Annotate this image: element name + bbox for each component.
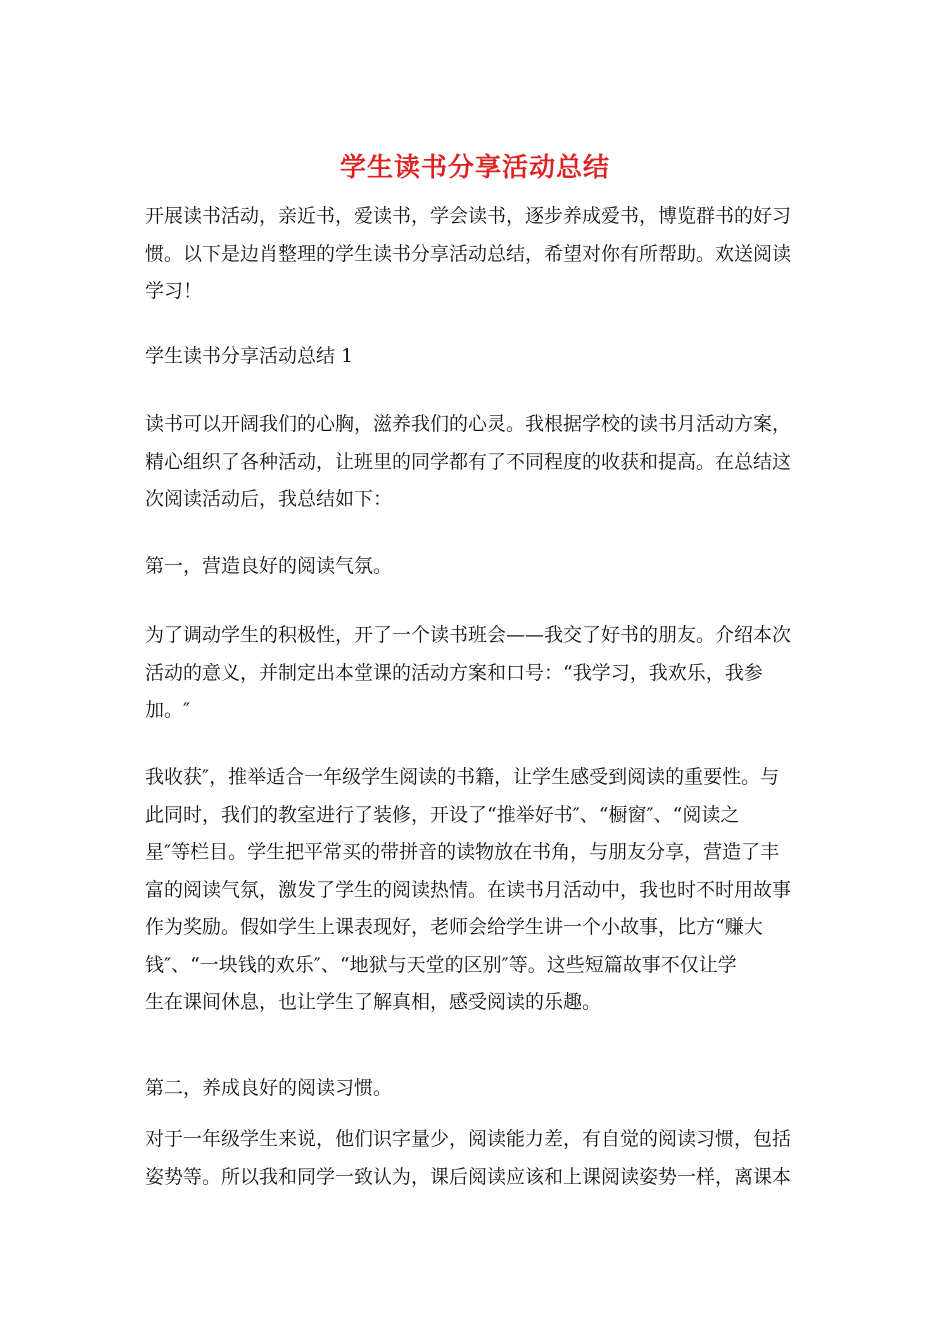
text-line: 星″等栏目。学生把平常买的带拼音的读物放在书角，与朋友分享，营造了丰 [145, 841, 780, 863]
text-line: 学习！ [145, 280, 203, 302]
paragraph-class-meeting [145, 617, 805, 730]
paragraph-book-recommendation [145, 759, 805, 1022]
text-line: 活动的意义，并制定出本堂课的活动方案和口号：“我学习，我欢乐，我参 [145, 661, 763, 684]
text-line: 读书可以开阔我们的心胸，滋养我们的心灵。我根据学校的读书月活动方案， [145, 413, 792, 435]
paragraph-intro [145, 198, 805, 311]
text-line: 钱″、“一块钱的欢乐″、“地狱与天堂的区别″等。这些短篇故事不仅让学 [145, 953, 737, 976]
text-line: 为了调动学生的积极性，开了一个读书班会——我交了好书的朋友。介绍本次 [145, 624, 792, 646]
text-line: 生在课间休息，也让学生了解真相，感受阅读的乐趣。 [145, 991, 602, 1013]
text-line: 加。″ [145, 699, 191, 721]
text-line: 开展读书活动，亲近书，爱读书，学会读书，逐步养成爱书，博览群书的好习 [145, 205, 792, 227]
text-line: 姿势等。所以我和同学一致认为，课后阅读应该和上课阅读姿势一样，离课本 [145, 1165, 792, 1188]
point-heading-second [145, 1070, 805, 1108]
text-line: 次阅读活动后，我总结如下： [145, 488, 393, 510]
point-heading-first [145, 548, 805, 586]
text-line: 富的阅读气氛，激发了学生的阅读热情。在读书月活动中，我也时不时用故事 [145, 878, 792, 901]
text-line: 精心组织了各种活动，让班里的同学都有了不同程度的收获和提高。在总结这 [145, 450, 792, 473]
document-title: 学生读书分享活动总结 [339, 153, 610, 183]
text-line: 第一，营造良好的阅读气氛。 [145, 555, 393, 577]
section-heading-summary-1 [145, 338, 805, 376]
text-line: 第二，养成良好的阅读习惯。 [145, 1077, 393, 1099]
text-line: 学生读书分享活动总结 1 [145, 345, 354, 367]
text-line: 作为奖励。假如学生上课表现好，老师会给学生讲一个小故事，比方“赚大 [145, 916, 763, 938]
text-line: 此同时，我们的教室进行了装修，开设了“推举好书″、“橱窗″、“阅读之 [145, 803, 740, 826]
text-line: 我收获″，推举适合一年级学生阅读的书籍，让学生感受到阅读的重要性。与 [145, 766, 780, 788]
paragraph-reading-benefits [145, 406, 805, 519]
text-line: 对于一年级学生来说，他们识字量少，阅读能力差，有自觉的阅读习惯，包括 [145, 1128, 792, 1150]
text-line: 惯。以下是边肖整理的学生读书分享活动总结，希望对你有所帮助。欢送阅读 [145, 242, 792, 265]
paragraph-reading-habits [145, 1121, 805, 1196]
